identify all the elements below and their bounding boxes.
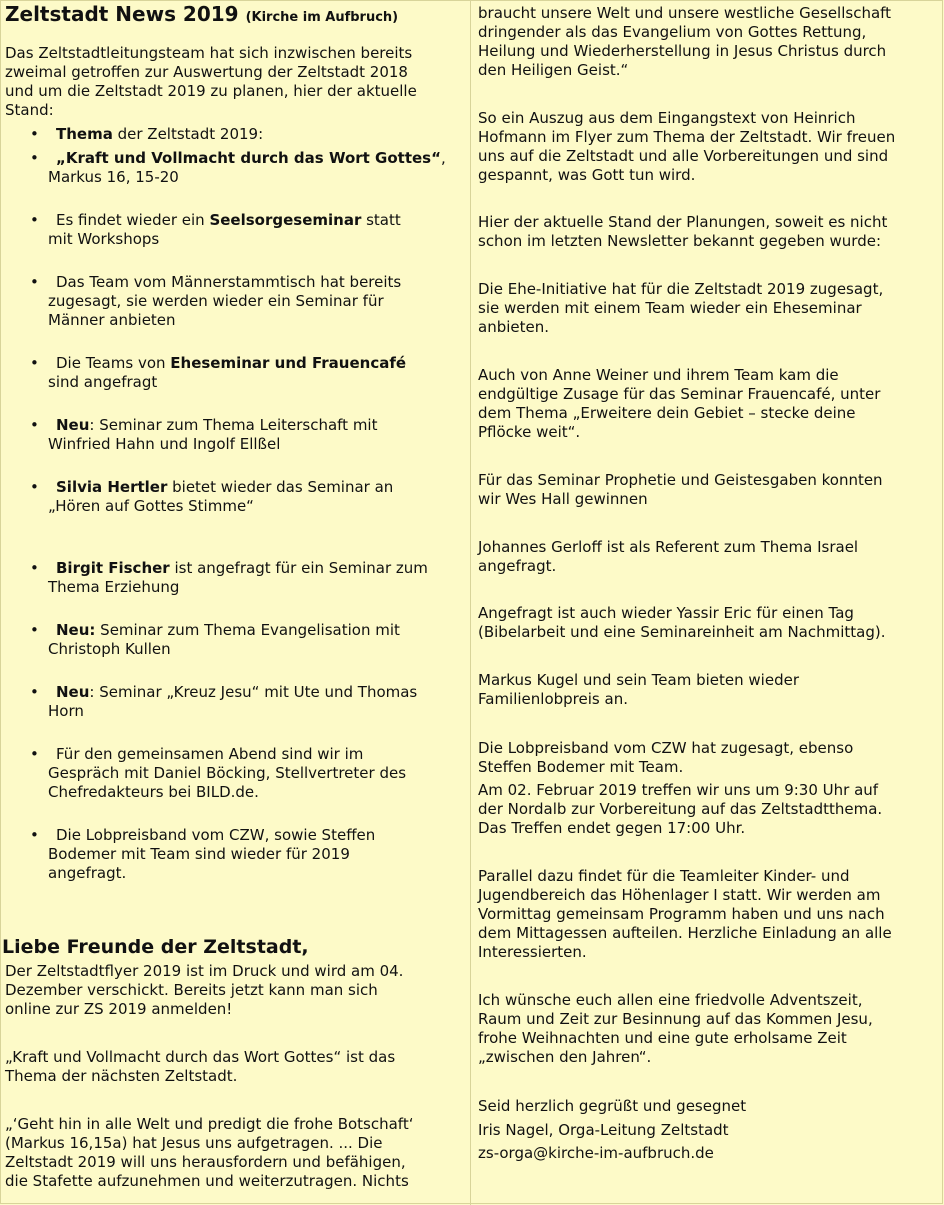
bullet-bold-text: Eheseminar und Frauencafé [170, 354, 407, 372]
bullet-text: bietet wieder das Seminar an „Hören auf Gottes Stimme“ [48, 478, 394, 515]
right-column [471, 0, 943, 1205]
parallel-paragraph: Parallel dazu findet für die Teamleiter Kinder- und Jugendbereich das Höhenlager I statt. Wir werden am Vormittag gemeinsam Programm haben und uns nach dem Mittagessen aufteilen. Herzliche Einladung an alle Interessierten. [478, 867, 892, 961]
yassir-paragraph: Angefragt ist auch wieder Yassir Eric für einen Tag (Bibelarbeit und eine Seminareinheit am Nachmittag). [478, 604, 886, 641]
news-title-text: Zeltstadt News 2019 [5, 2, 239, 26]
anne-paragraph: Auch von Anne Weiner und ihrem Team kam die endgültige Zusage für das Seminar Frauencafé, unter dem Thema „Erweitere dein Gebiet – stecke deine Pflöcke weit“. [478, 366, 881, 441]
kugel-paragraph: Markus Kugel und sein Team bieten wieder Familienlobpreis an. [478, 671, 799, 708]
bullet-item [48, 559, 460, 597]
treffen-paragraph: Am 02. Februar 2019 treffen wir uns um 9:30 Uhr auf der Nordalb zur Vorbereitung auf das Zeltstadtthema. Das Treffen endet gegen 17:00 Uhr. [478, 781, 883, 837]
signature-line: Iris Nagel, Orga-Leitung Zeltstadt [478, 1121, 729, 1139]
bullet-item [48, 149, 460, 187]
excerpt-paragraph: So ein Auszug aus dem Eingangstext von Heinrich Hofmann im Flyer zum Thema der Zeltstadt. Wir freuen uns auf die Zeltstadt und alle Vorbereitungen und sind gespannt, was Gott tun wird. [478, 109, 896, 184]
ehe-paragraph: Die Ehe-Initiative hat für die Zeltstadt 2019 zugesagt, sie werden mit einem Team wieder ein Eheseminar anbieten. [478, 280, 884, 336]
bullet-item [48, 826, 460, 883]
wishes-paragraph: Ich wünsche euch allen eine friedvolle Adventszeit, Raum und Zeit zur Besinnung auf das Kommen Jesu, frohe Weihnachten und eine gute erholsame Zeit „zwischen den Jahren“. [478, 991, 873, 1066]
quote-paragraph: „‘Geht hin in alle Welt und predigt die frohe Botschaft‘ (Markus 16,15a) hat Jesus uns aufgetragen. ... Die Zeltstadt 2019 will uns herausfordern und befähigen, die Stafette aufzunehmen und weiterzutragen. Nichts [5, 1115, 414, 1190]
bullet-bold-text: „Kraft und Vollmacht durch das Wort Gottes“ [56, 149, 441, 167]
bullet-text: statt mit Workshops [48, 211, 401, 248]
email-link[interactable]: zs-orga@kirche-im-aufbruch.de [478, 1144, 714, 1162]
bullet-bold-text: Neu: [56, 621, 96, 639]
closing-line: Seid herzlich gegrüßt und gesegnet [478, 1097, 747, 1115]
bullet-text: , Markus 16, 15-20 [48, 149, 446, 186]
bullet-item [48, 478, 460, 516]
bullet-text: Die Teams von [56, 354, 171, 372]
bullet-text: Die Lobpreisband vom CZW, sowie Steffen Bodemer mit Team sind wieder für 2019 angefragt. [48, 826, 376, 882]
bullet-item [48, 416, 460, 454]
bullet-bold-text: Birgit Fischer [56, 559, 170, 577]
bullet-text: sind angefragt [48, 373, 158, 391]
news-title [5, 2, 398, 30]
bullet-bold-text: Seelsorgeseminar [209, 211, 362, 229]
bullet-text: : Seminar „Kreuz Jesu“ mit Ute und Thomas Horn [48, 683, 418, 720]
bullet-text: Seminar zum Thema Evangelisation mit Christoph Kullen [48, 621, 400, 658]
news-subtitle: (Kirche im Aufbruch) [245, 10, 399, 25]
prophetie-paragraph: Für das Seminar Prophetie und Geistesgaben konnten wir Wes Hall gewinnen [478, 471, 883, 508]
bullet-text: Es findet wieder ein [56, 211, 210, 229]
bullet-item [48, 745, 460, 802]
bullet-item [48, 125, 460, 144]
flyer-paragraph: Der Zeltstadtflyer 2019 ist im Druck und wird am 04. Dezember verschickt. Bereits jetzt kann man sich online zur ZS 2019 anmelden! [5, 962, 404, 1018]
bullet-bold-text: Neu [56, 416, 90, 434]
theme-paragraph: „Kraft und Vollmacht durch das Wort Gottes“ ist das Thema der nächsten Zeltstadt. [5, 1048, 396, 1085]
bullet-item [48, 621, 460, 659]
bullet-text: der Zeltstadt 2019: [112, 125, 264, 143]
bullet-item [48, 273, 460, 330]
quote-continuation: braucht unsere Welt und unsere westliche Gesellschaft dringender als das Evangelium von Gottes Rettung, Heilung und Wiederherstellung in Jesus Christus durch den Heiligen Geist.“ [478, 4, 892, 79]
bullet-text: Das Team vom Männerstammtisch hat bereits zugesagt, sie werden wieder ein Seminar für Männer anbieten [48, 273, 402, 329]
bullet-bold-text: Silvia Hertler [56, 478, 168, 496]
intro-paragraph: Das Zeltstadtleitungsteam hat sich inzwischen bereits zweimal getroffen zur Auswertung der Zeltstadt 2018 und um die Zeltstadt 2019 zu planen, hier der aktuelle Stand: [5, 44, 417, 119]
gerloff-paragraph: Johannes Gerloff ist als Referent zum Thema Israel angefragt. [478, 538, 859, 575]
bullet-text: ist angefragt für ein Seminar zum Thema Erziehung [48, 559, 428, 596]
greeting-heading: Liebe Freunde der Zeltstadt, [2, 936, 309, 958]
status-paragraph: Hier der aktuelle Stand der Planungen, soweit es nicht schon im letzten Newsletter bekannt gegeben wurde: [478, 213, 888, 250]
bullet-text: : Seminar zum Thema Leiterschaft mit Winfried Hahn und Ingolf Ellßel [48, 416, 378, 453]
bullet-bold-text: Neu [56, 683, 90, 701]
left-column [0, 0, 471, 1205]
bullet-item [48, 211, 460, 249]
bullet-item [48, 683, 460, 721]
bullet-item [48, 354, 460, 392]
lobpreis-paragraph: Die Lobpreisband vom CZW hat zugesagt, ebenso Steffen Bodemer mit Team. [478, 739, 854, 776]
bullet-bold-text: Thema [56, 125, 113, 143]
bullet-text: Für den gemeinsamen Abend sind wir im Gespräch mit Daniel Böcking, Stellvertreter des Chefredakteurs bei BILD.de. [48, 745, 407, 801]
